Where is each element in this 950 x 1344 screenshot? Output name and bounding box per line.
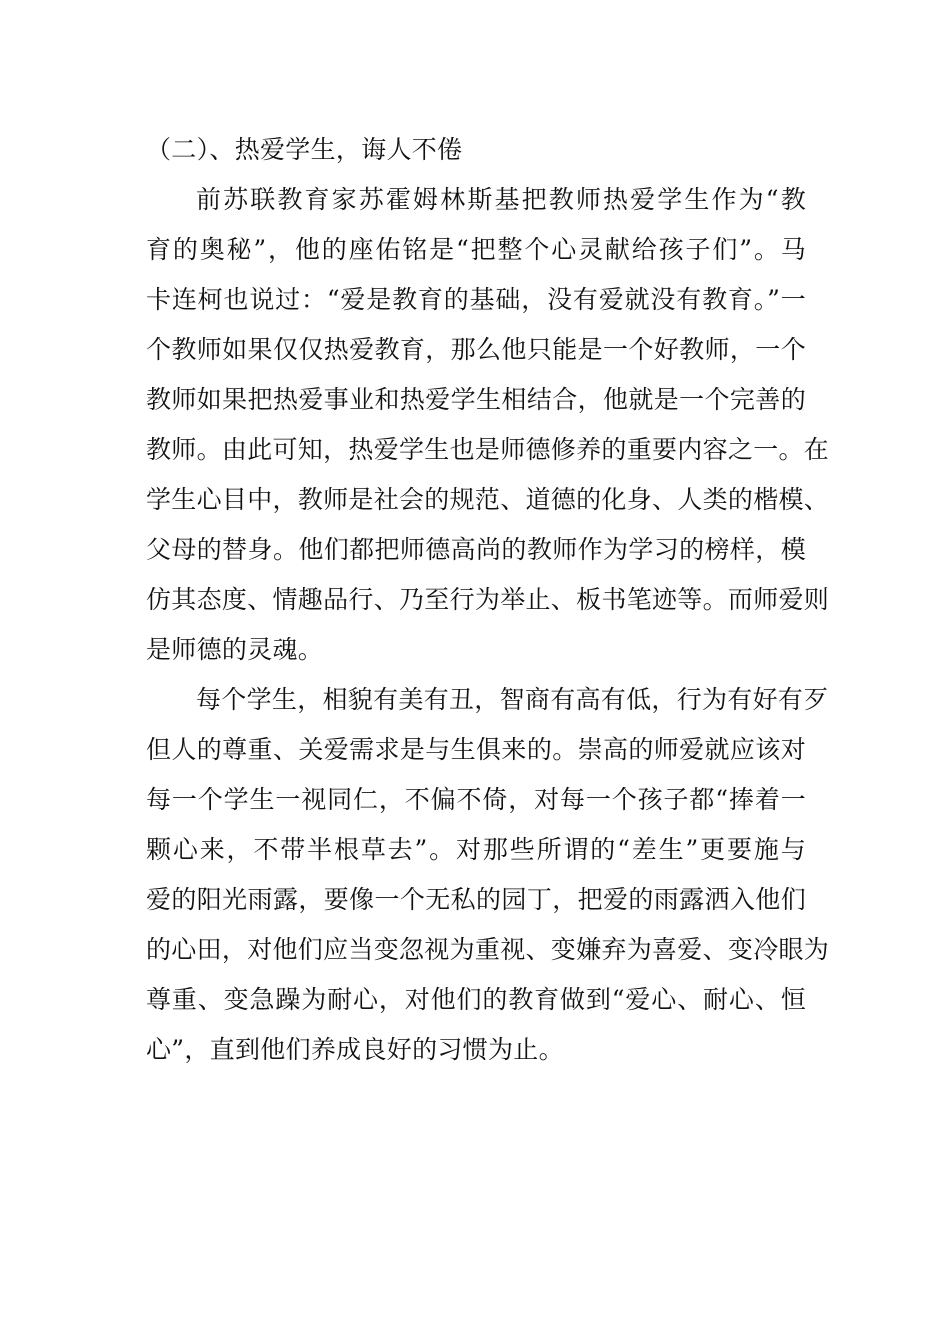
paragraph-1-line: 前苏联教育家苏霍姆林斯基把教师热爱学生作为“教 <box>196 185 806 214</box>
paragraph-2-line: 每个学生，相貌有美有丑，智商有高有低，行为有好有歹 <box>196 685 829 714</box>
paragraph-1-line: 学生心目中，教师是社会的规范、道德的化身、人类的楷模、 <box>146 485 830 514</box>
paragraph-2-line: 但人的尊重、关爱需求是与生俱来的。崇高的师爱就应该对 <box>146 735 806 764</box>
paragraph-1-line: 仿其态度、情趣品行、乃至行为举止、板书笔迹等。而师爱则 <box>146 585 830 614</box>
section-heading: （二）、热爱学生，诲人不倦 <box>146 135 463 164</box>
paragraph-1-line: 卡连柯也说过：“爱是教育的基础，没有爱就没有教育。”一 <box>146 285 806 314</box>
paragraph-2-line: 的心田，对他们应当变忽视为重视、变嫌弃为喜爱、变冷眼为 <box>146 935 830 964</box>
paragraph-1-line: 教师。由此可知，热爱学生也是师德修养的重要内容之一。在 <box>146 435 830 464</box>
paragraph-2-line: 心”，直到他们养成良好的习惯为止。 <box>146 1035 564 1064</box>
paragraph-2-line: 爱的阳光雨露，要像一个无私的园丁，把爱的雨露洒入他们 <box>146 885 806 914</box>
paragraph-2-line: 颗心来，不带半根草去”。对那些所谓的“差生”更要施与 <box>146 835 806 864</box>
paragraph-2-line: 尊重、变急躁为耐心，对他们的教育做到“爱心、耐心、恒 <box>146 985 806 1014</box>
paragraph-1-line: 是师德的灵魂。 <box>146 635 324 664</box>
paragraph-1-line: 个教师如果仅仅热爱教育，那么他只能是一个好教师，一个 <box>146 335 806 364</box>
paragraph-1-line: 父母的替身。他们都把师德高尚的教师作为学习的榜样，模 <box>146 535 806 564</box>
paragraph-1-line: 育的奥秘”，他的座佑铭是“把整个心灵献给孩子们”。马 <box>146 235 806 264</box>
paragraph-2-line: 每一个学生一视同仁，不偏不倚，对每一个孩子都“捧着一 <box>146 785 806 814</box>
paragraph-1-line: 教师如果把热爱事业和热爱学生相结合，他就是一个完善的 <box>146 385 806 414</box>
